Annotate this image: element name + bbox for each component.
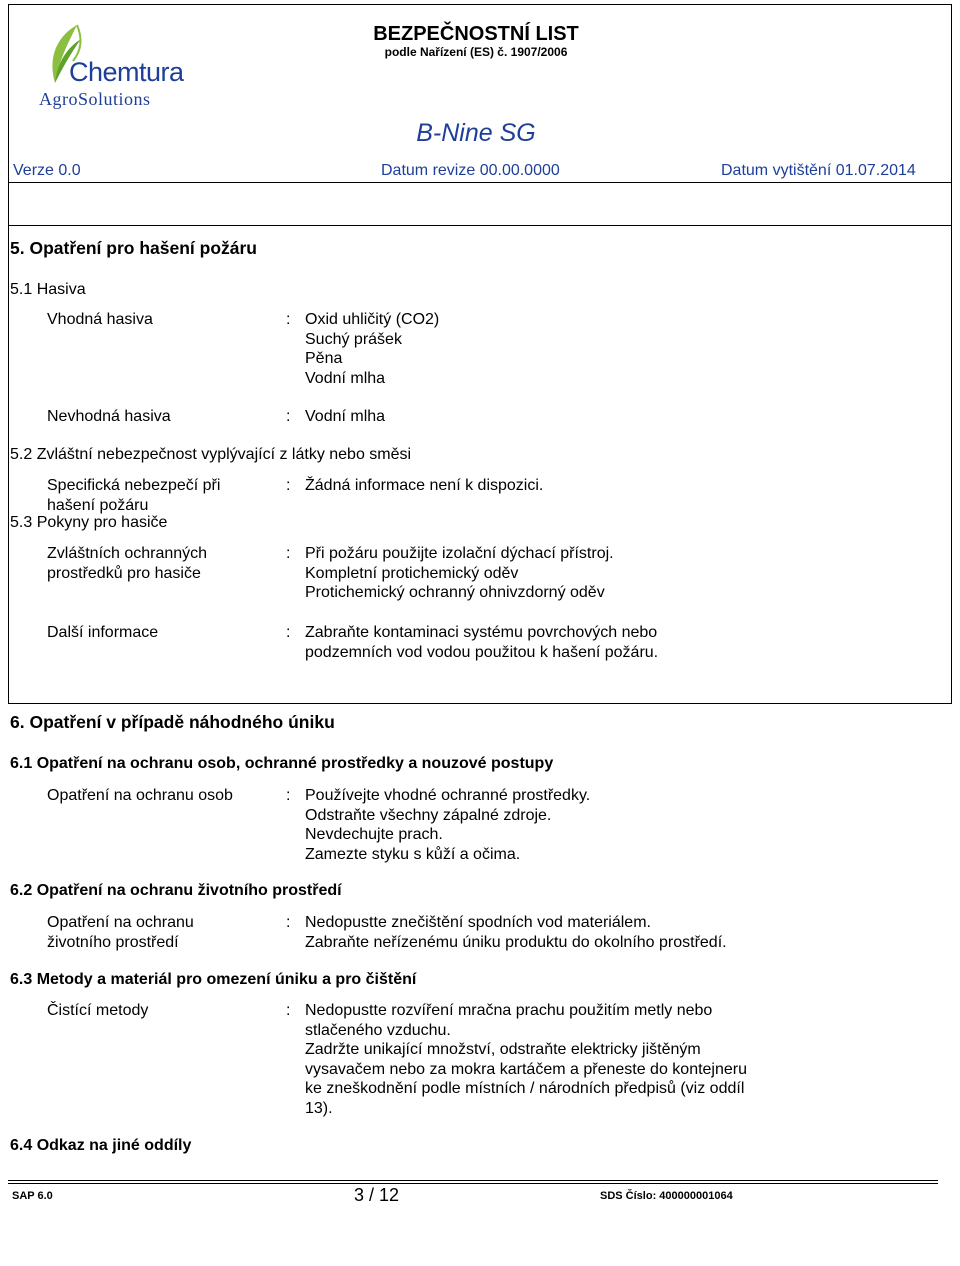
protective-equipment-label <box>47 544 207 583</box>
section-5-1-heading: 5.1 Hasiva <box>10 281 86 298</box>
other-info-values <box>305 623 658 662</box>
specific-hazards-value: Žádná informace není k dispozici. <box>305 477 544 494</box>
label-line: Zvláštních ochranných <box>47 545 208 562</box>
page-number: 3 / 12 <box>354 1185 400 1205</box>
version: Verze 0.0 <box>13 162 81 179</box>
value-line: Zabraňte kontaminaci systému povrchových nebo <box>305 624 658 641</box>
environmental-precautions-values <box>305 913 727 952</box>
cleaning-methods-values <box>305 1001 747 1118</box>
sds-number: SDS Číslo: 400000001064 <box>600 1190 733 1202</box>
value-line: Protichemický ochranný ohnivzdorný oděv <box>305 584 605 601</box>
unsuitable-extinguishers-label: Nevhodná hasiva <box>47 408 171 425</box>
value-line: Nedopustte znečištění spodních vod materiálem. <box>305 914 651 931</box>
value-line: Vodní mlha <box>305 369 386 387</box>
label-line: Specifická nebezpečí při <box>47 477 221 494</box>
section-6-2-heading: 6.2 Opatření na ochranu životního prostředí <box>10 882 342 899</box>
value-line: Zamezte styku s kůží a očima. <box>305 845 521 863</box>
value-line: Pěna <box>305 350 343 367</box>
colon: : <box>286 624 291 641</box>
cleaning-methods-label: Čistící metody <box>47 1002 149 1019</box>
section-5-3-heading: 5.3 Pokyny pro hasiče <box>10 514 168 531</box>
value-line: Zadržte unikající množství, odstraňte elektricky jištěným <box>305 1041 701 1058</box>
value-line: podzemních vod vodou použitou k hašení požáru. <box>305 643 659 661</box>
value-line: 13). <box>305 1099 333 1117</box>
personal-precautions-label: Opatření na ochranu osob <box>47 787 233 804</box>
value-line: Nedopustte rozvíření mračna prachu použitím metly nebo <box>305 1002 713 1019</box>
footer-divider <box>8 1180 938 1181</box>
colon: : <box>286 311 291 328</box>
document-header <box>8 4 952 226</box>
colon: : <box>286 477 291 494</box>
colon: : <box>286 1002 291 1019</box>
label-line: hašení požáru <box>47 496 149 514</box>
section-6-heading: 6. Opatření v případě náhodného úniku <box>10 712 335 732</box>
colon: : <box>286 787 291 804</box>
header-divider <box>8 182 952 183</box>
section-6-3-heading: 6.3 Metody a materiál pro omezení úniku a pro čištění <box>10 971 417 988</box>
document-title: BEZPEČNOSTNÍ LIST <box>373 23 579 45</box>
value-line: Suchý prášek <box>305 330 402 348</box>
label-line: životního prostředí <box>47 933 179 951</box>
value-line: Kompletní protichemický oděv <box>305 564 519 582</box>
colon: : <box>286 545 291 562</box>
footer-divider <box>8 1183 938 1184</box>
personal-precautions-values <box>305 786 590 864</box>
product-name: B-Nine SG <box>416 119 536 147</box>
unsuitable-extinguishers-value: Vodní mlha <box>305 408 386 425</box>
footer-sap-version: SAP 6.0 <box>12 1190 53 1202</box>
suitable-extinguishers-label: Vhodná hasiva <box>47 311 153 328</box>
section-5-heading: 5. Opatření pro hašení požáru <box>10 238 257 258</box>
revision-date: Datum revize 00.00.0000 <box>381 162 560 179</box>
colon: : <box>286 914 291 931</box>
section-5-2-heading: 5.2 Zvláštní nebezpečnost vyplývající z látky nebo směsi <box>10 446 412 463</box>
label-line: prostředků pro hasiče <box>47 564 201 582</box>
colon: : <box>286 408 291 425</box>
value-line: Používejte vhodné ochranné prostředky. <box>305 787 591 804</box>
other-info-label: Další informace <box>47 624 159 641</box>
value-line: Při požáru použijte izolační dýchací přístroj. <box>305 545 614 562</box>
print-date: Datum vytištění 01.07.2014 <box>721 162 916 179</box>
section-6-1-heading: 6.1 Opatření na ochranu osob, ochranné prostředky a nouzové postupy <box>10 755 554 772</box>
label-line: Opatření na ochranu <box>47 914 194 931</box>
logo-sub-text: AgroSolutions <box>39 89 151 109</box>
value-line: Odstraňte všechny zápalné zdroje. <box>305 806 552 824</box>
environmental-precautions-label <box>47 913 194 952</box>
value-line: Zabraňte neřízenému úniku produktu do okolního prostředí. <box>305 933 727 951</box>
suitable-extinguishers-values <box>305 310 439 388</box>
value-line: vysavačem nebo za mokra kartáčem a přeneste do kontejneru <box>305 1060 748 1078</box>
logo-brand-text: Chemtura <box>69 57 184 87</box>
value-line: Nevdechujte prach. <box>305 826 443 843</box>
document-subtitle: podle Nařízení (ES) č. 1907/2006 <box>384 45 568 59</box>
specific-hazards-label <box>47 476 220 515</box>
protective-equipment-values <box>305 544 614 603</box>
section-6-4-heading: 6.4 Odkaz na jiné oddíly <box>10 1137 192 1154</box>
company-logo <box>31 23 184 115</box>
value-line: stlačeného vzduchu. <box>305 1021 451 1039</box>
value-line: ke zneškodnění podle místních / národních předpisů (viz oddíl <box>305 1080 745 1097</box>
value-line: Oxid uhličitý (CO2) <box>305 311 440 328</box>
